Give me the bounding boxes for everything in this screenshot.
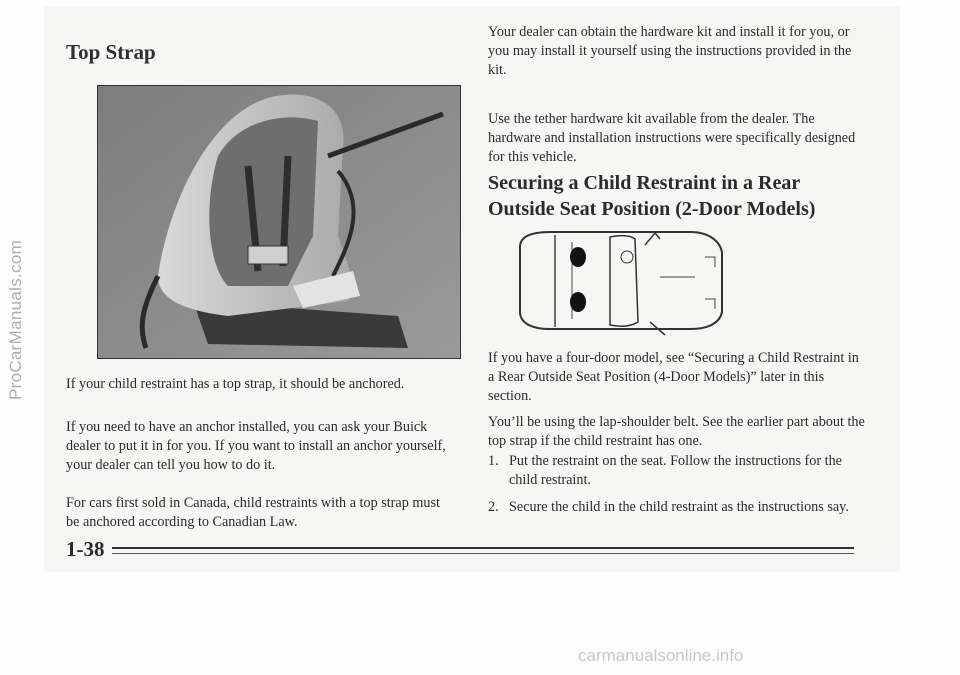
steps-list [488,452,868,525]
bottom-watermark: carmanualsonline.info [578,646,744,665]
side-watermark: ProCarManuals.com [6,239,25,400]
right-paragraph: You’ll be using the lap-shoulder belt. See the earlier part about the top strap if the child restraint has one. [488,414,865,449]
list-item [488,452,868,490]
page-number: 1-38 [66,537,105,561]
left-paragraph: For cars first sold in Canada, child restraints with a top strap must be anchored according to Canadian Law. [66,495,440,530]
right-paragraph: If you have a four-door model, see “Securing a Child Restraint in a Rear Outside Seat Position (4-Door Models)” later in this section. [488,350,859,404]
footer-rule [112,553,854,554]
left-paragraph: If your child restraint has a top strap, it should be anchored. [66,376,405,392]
child-seat-photo [97,85,461,359]
list-item [488,498,868,517]
step-text: Secure the child in the child restraint as the instructions say. [509,499,849,515]
section-heading: Top Strap [66,40,156,64]
step-number: 1. [488,453,499,469]
right-paragraph: Your dealer can obtain the hardware kit and install it for you, or you may install it yourself using the instructions provided in the kit. [488,24,852,78]
step-number: 2. [488,499,499,515]
vehicle-seat-diagram [510,227,730,342]
right-paragraph: Use the tether hardware kit available from the dealer. The hardware and installation instructions were specifically designed for this vehicle. [488,111,856,165]
footer-rule [112,547,854,549]
left-paragraph: If you need to have an anchor installed, you can ask your Buick dealer to put it in for you. If you want to install an anchor yourself, your dealer can tell you how to do it. [66,419,446,473]
subheading: Securing a Child Restraint in a Rear Outside Seat Position (2-Door Models) [488,172,816,220]
step-text: Put the restraint on the seat. Follow the instructions for the child restraint. [509,453,842,488]
